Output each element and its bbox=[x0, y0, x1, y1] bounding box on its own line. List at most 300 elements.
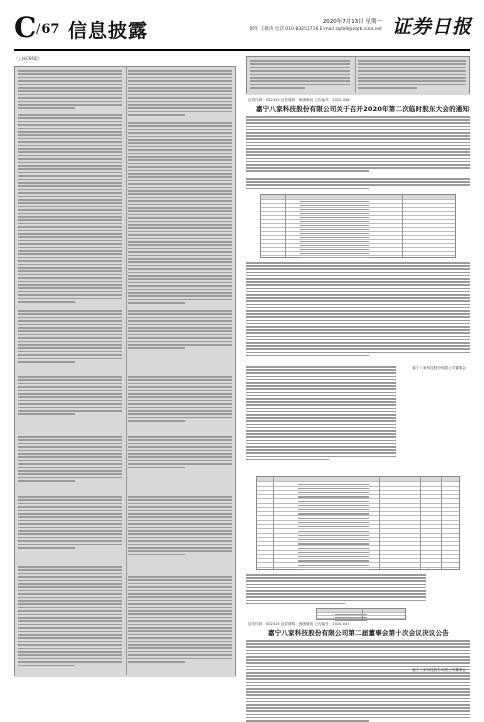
left-text-line bbox=[128, 261, 232, 263]
left-text-line bbox=[128, 654, 232, 656]
table-cell-text bbox=[298, 552, 369, 553]
left-text-line bbox=[18, 533, 122, 535]
left-text-line bbox=[128, 396, 232, 398]
left-text-line bbox=[128, 347, 185, 349]
left-text-line bbox=[18, 513, 122, 515]
left-text-line bbox=[128, 463, 232, 465]
left-text-line bbox=[128, 268, 232, 270]
left-text-line bbox=[18, 277, 122, 279]
table-cell-text bbox=[298, 496, 369, 497]
left-text-line bbox=[18, 358, 122, 360]
left-text-line bbox=[128, 610, 232, 612]
left-text-line bbox=[128, 523, 232, 525]
left-text-line bbox=[128, 436, 232, 438]
editor-contact: 制作 王敬涛 电话 010-83251716 E-mail zqrb9@zqrb.sina.net bbox=[249, 27, 382, 32]
notice-1-text-line bbox=[246, 116, 470, 118]
left-text-line bbox=[128, 248, 232, 250]
left-text-line bbox=[18, 443, 122, 445]
left-text-line bbox=[18, 148, 122, 150]
notice-1-text-line bbox=[246, 316, 470, 318]
left-text-line bbox=[128, 658, 232, 660]
left-text-line bbox=[18, 291, 122, 293]
continuation-label: （上接C66版） bbox=[14, 56, 42, 61]
notice-2-text-line bbox=[246, 646, 470, 648]
left-text-line bbox=[18, 590, 122, 592]
notice-1-text-line bbox=[246, 291, 470, 293]
left-text-line bbox=[18, 301, 75, 303]
right-text-line bbox=[250, 74, 350, 76]
left-text-line bbox=[18, 413, 75, 415]
left-text-line bbox=[18, 219, 122, 221]
notice-2-text-line bbox=[246, 710, 470, 712]
left-text-line bbox=[18, 250, 122, 252]
left-text-line bbox=[18, 240, 122, 242]
section-title: 信息披露 bbox=[68, 20, 149, 42]
left-text-line bbox=[128, 334, 232, 336]
left-text-line bbox=[18, 216, 122, 218]
left-text-line bbox=[18, 114, 122, 116]
notice-1-text-line bbox=[246, 430, 396, 432]
right-text-line bbox=[250, 87, 305, 89]
left-text-line bbox=[128, 122, 232, 124]
left-text-line bbox=[18, 330, 122, 332]
left-text-line bbox=[128, 224, 232, 226]
left-text-line bbox=[128, 617, 232, 619]
left-text-line bbox=[18, 243, 122, 245]
notice-2-text-line bbox=[246, 691, 470, 693]
left-text-line bbox=[128, 624, 232, 626]
notice-2-text-line bbox=[246, 675, 470, 677]
left-text-line bbox=[18, 510, 122, 512]
notice-1-text-line bbox=[246, 307, 470, 309]
left-text-line bbox=[128, 460, 232, 462]
left-text-line bbox=[18, 324, 122, 326]
notice-1-text-line bbox=[246, 420, 396, 422]
left-text-line bbox=[128, 187, 232, 189]
left-text-line bbox=[128, 603, 232, 605]
notice-1-text-line bbox=[246, 284, 470, 286]
notice-1-text-line bbox=[246, 170, 369, 172]
newspaper-logo: 证券日报 bbox=[391, 16, 472, 38]
left-text-line bbox=[128, 506, 232, 508]
left-text-line bbox=[18, 155, 122, 157]
page-number: /67 bbox=[36, 22, 60, 37]
left-text-line bbox=[18, 341, 122, 343]
notice-1-text-line bbox=[246, 452, 396, 454]
left-text-line bbox=[18, 257, 122, 259]
notice-1-text-line bbox=[246, 600, 426, 602]
proposal-table-1 bbox=[260, 194, 456, 258]
left-text-line bbox=[128, 221, 232, 223]
left-text-line bbox=[18, 641, 122, 643]
left-text-line bbox=[18, 627, 122, 629]
notice-1-text-line bbox=[246, 304, 470, 306]
notice-2-text-line bbox=[246, 653, 470, 655]
left-text-line bbox=[18, 162, 122, 164]
left-text-line bbox=[18, 540, 122, 542]
notice-1-text-line bbox=[246, 142, 470, 144]
left-text-line bbox=[18, 477, 122, 479]
notice-1-text-line bbox=[246, 411, 396, 413]
notice-2-text-line bbox=[246, 662, 470, 664]
left-text-line bbox=[128, 166, 232, 168]
notice-1-text-line bbox=[246, 424, 396, 426]
left-text-line bbox=[18, 124, 122, 126]
left-text-line bbox=[128, 620, 232, 622]
left-text-line bbox=[18, 80, 122, 82]
left-text-line bbox=[18, 189, 122, 191]
notice-1-text-line bbox=[246, 275, 470, 277]
notice-1-text-line bbox=[246, 577, 426, 579]
notice-2-text-line bbox=[246, 714, 470, 716]
left-text-line bbox=[128, 111, 232, 113]
left-text-line bbox=[18, 460, 122, 462]
left-text-line bbox=[18, 503, 122, 505]
table-cell-text bbox=[298, 569, 369, 570]
notice-1-text-line bbox=[246, 587, 426, 589]
left-text-line bbox=[128, 386, 232, 388]
left-text-line bbox=[18, 298, 122, 300]
notice-1-text-line bbox=[246, 145, 470, 147]
table-column-divider bbox=[285, 195, 286, 257]
left-text-line bbox=[128, 453, 232, 455]
left-text-line bbox=[128, 289, 232, 291]
left-text-line bbox=[128, 550, 232, 552]
left-text-line bbox=[128, 520, 232, 522]
left-text-line bbox=[128, 586, 232, 588]
left-text-line bbox=[18, 407, 122, 409]
left-text-line bbox=[128, 390, 232, 392]
notice-1-code-line: 证券代码：002415 证券简称：海康威视 公告编号：2020-036 bbox=[248, 98, 350, 102]
notice-1-text-line bbox=[246, 440, 396, 442]
left-text-line bbox=[128, 87, 232, 89]
left-text-line bbox=[128, 661, 185, 663]
notice-1-text-line bbox=[246, 262, 470, 264]
notice-1-text-line bbox=[246, 593, 426, 595]
left-text-line bbox=[128, 282, 232, 284]
right-text-line bbox=[250, 80, 350, 82]
left-text-line bbox=[128, 634, 232, 636]
right-text-line bbox=[250, 63, 350, 65]
notice-1-text-line bbox=[246, 323, 470, 325]
left-text-line bbox=[18, 496, 122, 498]
left-text-line bbox=[128, 510, 232, 512]
left-text-line bbox=[18, 527, 122, 529]
notice-1-text-line bbox=[246, 332, 470, 334]
notice-1-text-line bbox=[246, 132, 470, 134]
left-text-line bbox=[18, 593, 122, 595]
left-text-line bbox=[18, 347, 122, 349]
notice-1-text-line bbox=[246, 427, 396, 429]
notice-1-text-line bbox=[246, 181, 470, 183]
left-text-line bbox=[128, 324, 232, 326]
left-text-line bbox=[128, 136, 232, 138]
notice-1-text-line bbox=[246, 398, 396, 400]
notice-1-text-line bbox=[246, 342, 470, 344]
left-text-line bbox=[128, 410, 232, 412]
left-text-line bbox=[18, 199, 122, 201]
left-text-line bbox=[18, 631, 122, 633]
left-text-line bbox=[18, 597, 122, 599]
notice-2-text-line bbox=[246, 698, 470, 700]
left-text-line bbox=[128, 153, 232, 155]
left-text-line bbox=[18, 94, 122, 96]
right-text-line bbox=[358, 60, 466, 62]
left-text-line bbox=[18, 637, 122, 639]
notice-1-title: 嘉宁八家科技股份有限公司关于召开2020年第二次临时股东大会的通知 bbox=[256, 105, 470, 113]
left-text-line bbox=[128, 499, 232, 501]
left-text-line bbox=[18, 77, 122, 79]
left-text-line bbox=[128, 544, 232, 546]
notice-1-text-line bbox=[246, 135, 470, 137]
left-text-line bbox=[128, 227, 232, 229]
left-text-line bbox=[128, 173, 232, 175]
notice-1-text-line bbox=[246, 584, 426, 586]
notice-1-text-line bbox=[246, 446, 396, 448]
left-text-line bbox=[128, 600, 232, 602]
left-text-line bbox=[128, 125, 232, 127]
left-text-line bbox=[128, 579, 232, 581]
left-text-line bbox=[128, 400, 232, 402]
left-text-line bbox=[128, 439, 232, 441]
notice-2-text-line bbox=[246, 717, 470, 719]
notice-1-text-line bbox=[246, 414, 396, 416]
notice-2-signature: 嘉宁八家科技股份有限公司董事会 bbox=[412, 668, 466, 672]
left-text-line bbox=[18, 467, 122, 469]
left-text-line bbox=[128, 613, 232, 615]
left-text-line bbox=[128, 73, 232, 75]
left-text-line bbox=[128, 244, 232, 246]
left-text-line bbox=[128, 644, 232, 646]
left-text-line bbox=[18, 182, 122, 184]
notice-2-text-line bbox=[246, 701, 470, 703]
left-text-line bbox=[128, 231, 232, 233]
notice-1-text-line bbox=[246, 178, 470, 180]
left-text-line bbox=[18, 90, 122, 92]
left-text-line bbox=[128, 320, 232, 322]
table-cell-text bbox=[300, 257, 369, 258]
notice-1-text-line bbox=[246, 268, 470, 270]
left-text-line bbox=[18, 620, 122, 622]
left-text-line bbox=[18, 87, 122, 89]
left-text-line bbox=[128, 210, 232, 212]
left-text-line bbox=[18, 361, 75, 363]
notice-1-text-line bbox=[246, 300, 470, 302]
left-text-line bbox=[128, 295, 232, 297]
left-text-line bbox=[128, 101, 232, 103]
left-text-line bbox=[18, 569, 122, 571]
left-text-line bbox=[128, 537, 232, 539]
left-text-line bbox=[18, 128, 122, 130]
left-text-line bbox=[18, 260, 122, 262]
notice-1-text-line bbox=[246, 456, 396, 458]
notice-2-text-line bbox=[246, 707, 470, 709]
notice-2-text-line bbox=[246, 688, 470, 690]
left-text-line bbox=[18, 168, 122, 170]
table-column-divider bbox=[126, 67, 127, 675]
left-text-line bbox=[18, 665, 75, 667]
left-text-line bbox=[128, 90, 232, 92]
left-text-line bbox=[128, 327, 232, 329]
notice-2-title: 嘉宁八家科技股份有限公司第二届董事会第十次会议决议公告 bbox=[268, 629, 449, 637]
left-text-line bbox=[18, 610, 122, 612]
left-text-line bbox=[18, 614, 122, 616]
left-text-line bbox=[18, 104, 122, 106]
left-text-line bbox=[18, 658, 122, 660]
left-text-line bbox=[18, 287, 122, 289]
left-text-line bbox=[18, 351, 122, 353]
left-text-line bbox=[128, 299, 232, 301]
left-text-line bbox=[18, 463, 122, 465]
left-text-line bbox=[128, 129, 232, 131]
notice-1-text-line bbox=[246, 603, 345, 605]
notice-1-text-line bbox=[246, 294, 470, 296]
notice-1-text-line bbox=[246, 151, 470, 153]
left-text-line bbox=[128, 241, 232, 243]
left-text-line bbox=[18, 566, 122, 568]
left-text-line bbox=[18, 456, 122, 458]
right-text-line bbox=[250, 77, 350, 79]
left-text-line bbox=[128, 554, 185, 556]
notice-1-text-line bbox=[246, 366, 396, 368]
notice-2-text-line bbox=[246, 685, 470, 687]
left-text-line bbox=[18, 270, 122, 272]
left-text-line bbox=[128, 496, 232, 498]
left-text-line bbox=[18, 179, 122, 181]
notice-1-text-line bbox=[246, 372, 396, 374]
left-text-line bbox=[128, 647, 232, 649]
left-text-line bbox=[18, 145, 122, 147]
left-text-line bbox=[18, 634, 122, 636]
left-text-line bbox=[18, 624, 122, 626]
notice-1-text-line bbox=[246, 408, 396, 410]
notice-1-text-line bbox=[246, 119, 470, 121]
left-text-line bbox=[18, 603, 122, 605]
left-text-line bbox=[128, 379, 232, 381]
left-text-line bbox=[18, 101, 122, 103]
left-text-line bbox=[18, 344, 122, 346]
left-text-line bbox=[18, 386, 122, 388]
masthead bbox=[0, 0, 484, 50]
left-text-line bbox=[18, 294, 122, 296]
left-text-line bbox=[128, 159, 232, 161]
left-text-line bbox=[18, 138, 122, 140]
table-cell-text bbox=[298, 535, 369, 536]
left-text-line bbox=[18, 320, 122, 322]
notice-1-text-line bbox=[246, 355, 369, 357]
left-text-line bbox=[18, 600, 122, 602]
left-text-line bbox=[128, 576, 232, 578]
left-text-line bbox=[128, 313, 232, 315]
left-text-line bbox=[128, 547, 232, 549]
notice-1-text-line bbox=[246, 348, 470, 350]
left-text-line bbox=[18, 267, 122, 269]
left-text-line bbox=[18, 547, 75, 549]
table-cell-text bbox=[298, 488, 369, 489]
left-text-line bbox=[18, 206, 122, 208]
notice-1-text-line bbox=[246, 154, 470, 156]
left-text-line bbox=[128, 149, 232, 151]
left-text-line bbox=[128, 142, 232, 144]
left-text-line bbox=[128, 443, 232, 445]
notice-1-text-line bbox=[246, 339, 470, 341]
left-text-line bbox=[18, 264, 122, 266]
left-text-line bbox=[18, 192, 122, 194]
left-text-line bbox=[128, 146, 232, 148]
left-text-line bbox=[128, 94, 232, 96]
notice-1-text-line bbox=[246, 310, 470, 312]
notice-2-text-line bbox=[246, 694, 470, 696]
left-text-line bbox=[18, 617, 122, 619]
table-cell-text bbox=[298, 522, 369, 523]
left-text-line bbox=[128, 302, 185, 304]
notice-1-text-line bbox=[246, 320, 470, 322]
left-text-line bbox=[128, 77, 232, 79]
right-text-line bbox=[250, 67, 350, 69]
left-text-line bbox=[18, 202, 122, 204]
left-text-line bbox=[18, 661, 122, 663]
left-text-line bbox=[18, 131, 122, 133]
proxy-table bbox=[316, 608, 406, 620]
left-text-line bbox=[128, 234, 232, 236]
notice-1-text-line bbox=[246, 574, 426, 576]
table-column-divider bbox=[441, 477, 442, 569]
notice-1-text-line bbox=[246, 352, 470, 354]
left-text-line bbox=[18, 70, 122, 72]
left-text-line bbox=[128, 393, 232, 395]
notice-1-text-line bbox=[246, 443, 396, 445]
notice-1-text-line bbox=[246, 336, 470, 338]
left-text-line bbox=[128, 607, 232, 609]
left-text-line bbox=[18, 233, 122, 235]
left-text-line bbox=[18, 151, 122, 153]
left-text-line bbox=[18, 379, 122, 381]
left-text-line bbox=[128, 285, 232, 287]
left-text-line bbox=[18, 580, 122, 582]
left-text-line bbox=[18, 586, 122, 588]
left-text-line bbox=[18, 523, 122, 525]
left-text-line bbox=[128, 272, 232, 274]
left-text-line bbox=[18, 117, 122, 119]
left-text-line bbox=[18, 253, 122, 255]
left-text-line bbox=[128, 214, 232, 216]
left-text-line bbox=[18, 165, 122, 167]
notice-1-text-line bbox=[246, 281, 470, 283]
left-text-line bbox=[128, 533, 232, 535]
right-text-line bbox=[358, 67, 466, 69]
left-text-line bbox=[18, 473, 122, 475]
notice-2-text-line bbox=[246, 640, 470, 642]
left-text-line bbox=[18, 172, 122, 174]
notice-1-text-line bbox=[246, 596, 426, 598]
right-text-line bbox=[250, 70, 350, 72]
notice-1-text-line bbox=[246, 148, 470, 150]
left-text-line bbox=[18, 544, 122, 546]
left-text-line bbox=[128, 190, 232, 192]
left-text-line bbox=[128, 132, 232, 134]
right-text-line bbox=[250, 84, 350, 86]
left-text-line bbox=[18, 141, 122, 143]
left-text-line bbox=[128, 310, 232, 312]
left-text-line bbox=[128, 596, 232, 598]
notice-1-text-line bbox=[246, 376, 396, 378]
notice-1-text-line bbox=[246, 313, 470, 315]
left-text-line bbox=[128, 197, 232, 199]
left-text-line bbox=[18, 107, 75, 109]
left-text-line bbox=[18, 654, 122, 656]
notice-2-text-line bbox=[246, 678, 470, 680]
left-text-line bbox=[128, 180, 232, 182]
